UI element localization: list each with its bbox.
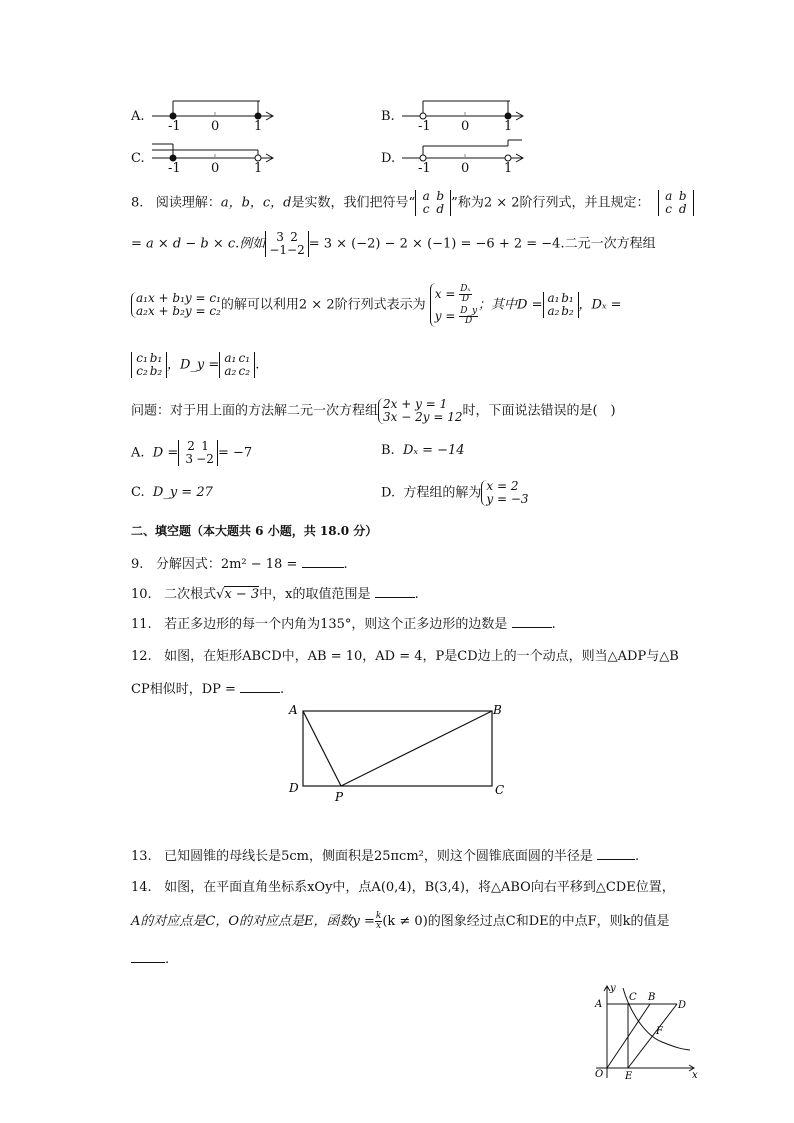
q8-symbol-matrix: a b c d	[415, 190, 451, 216]
q11: 11. 若正多边形的每一个内角为135°，则这个正多边形的边数是 .	[131, 617, 556, 632]
q8-text: 阅读理解：	[155, 195, 221, 211]
q7-a-tick-0: 0	[211, 119, 220, 134]
q8-option-a-matrix: 2 1 3 −2	[178, 440, 218, 466]
q8-example-result: = 3 × (−2) − 2 × (−1) = −6 + 2 = −4.二元一次方程组	[308, 236, 656, 252]
q14-answer-blank[interactable]	[131, 962, 165, 963]
q8-number: 8.	[131, 195, 144, 211]
svg-text:F: F	[656, 1026, 663, 1037]
q8-question	[131, 398, 616, 424]
q11-answer-blank[interactable]	[512, 627, 552, 628]
section-title: 二、填空题（本大题共 6 小题，共 18.0 分）	[131, 524, 378, 538]
q8-vars: a，b，c，d	[220, 195, 292, 211]
q8-text: 的解可以利用2 × 2阶行列式表示为	[220, 297, 426, 313]
q14-line1: 14. 如图，在平面直角坐标系xOy中，点A(0,4)，B(3,4)，将△ABO向右平移到△CDE位置，	[131, 880, 675, 895]
q14-line3: .	[131, 952, 169, 967]
q8-example-matrix: 3 2 −1−2	[265, 231, 308, 257]
svg-text:O: O	[595, 1069, 604, 1080]
q10-answer-blank[interactable]	[375, 597, 415, 598]
q11-text: 若正多边形的每一个内角为135°，则这个正多边形的边数是	[164, 617, 508, 632]
q10-radical: √x − 3	[216, 587, 260, 602]
label-b: B	[493, 703, 502, 717]
q8-text: 是实数，我们把符号“	[291, 195, 416, 211]
q14-text: 如图，在平面直角坐标系xOy中，点A(0,4)，B(3,4)，将△ABO向右平移到△CDE位置，	[164, 880, 675, 895]
q7-d-tick-1: 1	[504, 161, 513, 176]
q7-a-tick-neg1: -1	[168, 119, 181, 134]
svg-text:E: E	[625, 1071, 633, 1082]
q8-question-text: 问题：对于用上面的方法解二元一次方程组	[131, 403, 379, 419]
q7-c-tick-0: 0	[211, 161, 220, 176]
q8-line1	[131, 190, 694, 216]
q8-option-b[interactable]: B. Dₓ = −14	[381, 443, 465, 458]
q12-line1: 12. 如图，在矩形ABCD中，AB = 10，AD = 4，P是CD边上的一个动点，则当△ADP与△B	[131, 649, 679, 664]
q12-rectangle-figure	[282, 700, 512, 805]
svg-text:C: C	[629, 992, 637, 1003]
q9: 9. 分解因式：2m² − 18 = .	[131, 557, 348, 572]
q8-option-c[interactable]: C. D_y = 27	[131, 485, 213, 500]
q7-option-d-letter[interactable]: D.	[381, 151, 396, 166]
q8-rule: = a × d − b × c.例如	[131, 236, 266, 252]
q8-question-text: 时，下面说法错误的是( )	[462, 403, 616, 419]
q8-line2	[131, 231, 656, 257]
q8-text: ；其中D =	[478, 297, 543, 313]
q7-d-tick-0: 0	[461, 161, 470, 176]
q9-answer-blank[interactable]	[302, 567, 344, 568]
q7-option-a-letter[interactable]: A.	[131, 109, 145, 124]
q10: 10. 二次根式√x − 3中，x的取值范围是 .	[131, 587, 419, 602]
svg-text:A: A	[595, 999, 603, 1010]
svg-text:B: B	[648, 992, 656, 1003]
svg-text:x: x	[692, 1070, 698, 1081]
q7-option-c-letter[interactable]: C.	[131, 151, 145, 166]
q8-option-d-system: x = 2 y = −3	[481, 480, 528, 506]
q7-b-tick-0: 0	[461, 119, 470, 134]
q8-option-d[interactable]: D. 方程组的解为 x = 2 y = −3	[381, 479, 529, 506]
label-a: A	[289, 703, 298, 717]
q12-line2: CP相似时，DP = .	[131, 682, 285, 697]
q7-a-tick-1: 1	[254, 119, 263, 134]
q8-line3	[131, 283, 622, 327]
q8-question-system: 2x + y = 1 3x − 2y = 12	[378, 398, 462, 424]
q8-text: ，D_y =	[167, 357, 220, 373]
q7-c-tick-1: 1	[254, 161, 263, 176]
q7-c-tick-neg1: -1	[168, 161, 181, 176]
q8-text: ”称为2 × 2阶行列式，并且规定：	[451, 195, 650, 211]
q13-text: 已知圆锥的母线长是5cm，侧面积是25πcm²，则这个圆锥底面圆的半径是	[164, 849, 593, 864]
q7-option-b-letter[interactable]: B.	[381, 109, 395, 124]
q8-system: a₁x + b₁y = c₁ a₂x + b₂y = c₂	[131, 292, 221, 318]
q8-text: ，Dₓ =	[578, 297, 622, 313]
q13: 13. 已知圆锥的母线长是5cm，侧面积是25πcm²，则这个圆锥底面圆的半径是 .	[131, 849, 640, 864]
q14-coordinate-figure	[592, 982, 704, 1082]
q7-b-tick-1: 1	[504, 119, 513, 134]
q8-solution-formula: x = $\frac{\text{Dₓ}}{D}$ y = $\frac{D\_y}{D}$	[430, 283, 478, 327]
svg-text:y: y	[610, 983, 616, 994]
label-p: P	[335, 790, 344, 804]
q12-text: 如图，在矩形ABCD中，AB = 10，AD = 4，P是CD边上的一个动点，则当△ADP与△B	[164, 649, 679, 664]
label-c: C	[495, 783, 505, 797]
q8-dy-matrix: a₁ c₁ a₂ c₂	[219, 352, 255, 378]
q8-symbol-matrix-2: a b c d	[658, 190, 694, 216]
q7-d-tick-neg1: -1	[418, 161, 431, 176]
q13-answer-blank[interactable]	[597, 859, 635, 860]
q8-option-a[interactable]: A. D = 2 1 3 −2 = −7	[131, 439, 253, 466]
q12-answer-blank[interactable]	[240, 692, 280, 693]
svg-text:D: D	[678, 1000, 687, 1011]
q8-line4: c₁ b₁ c₂ b₂ ，D_y = a₁ c₁ a₂ c₂ .	[131, 352, 259, 378]
q14-line2: A的对应点是C，O的对应点是E，函数y = $\frac{k}{x}(k \ne 0)$的图象经过点C和DE的中点F，则k的值是	[131, 911, 670, 931]
q9-text: 分解因式：2m² − 18 =	[155, 557, 298, 572]
q7-b-tick-neg1: -1	[418, 119, 431, 134]
q8-d-matrix: a₁ b₁ a₂ b₂	[543, 292, 579, 318]
q8-dx-matrix: c₁ b₁ c₂ b₂	[131, 352, 167, 378]
label-d: D	[289, 781, 299, 795]
